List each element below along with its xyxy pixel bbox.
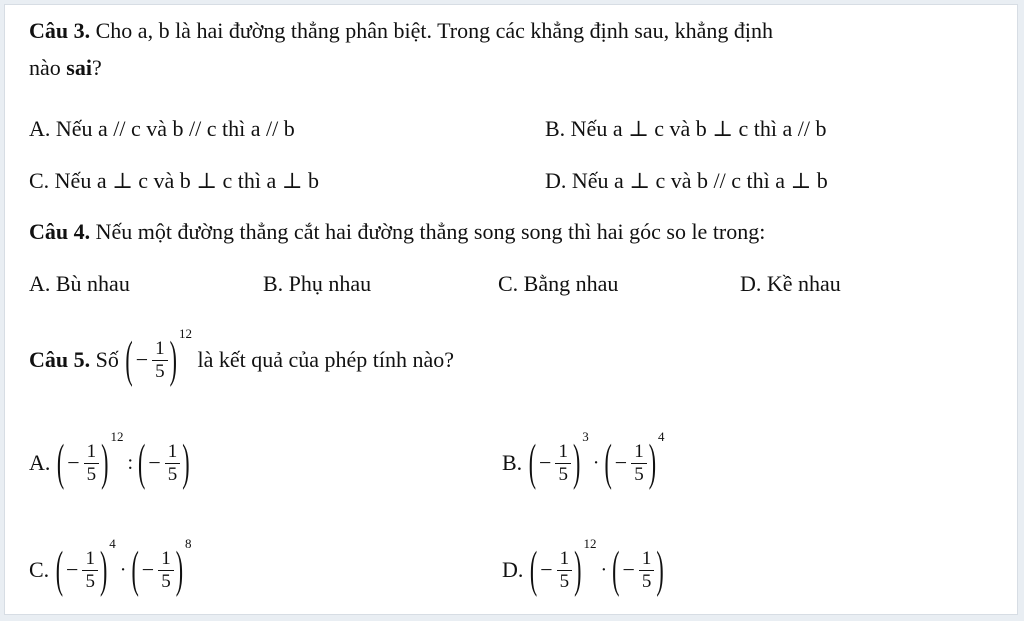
minus-sign: − [66, 557, 79, 582]
fraction-denominator: 5 [634, 463, 644, 485]
fraction-one-fifth [152, 339, 168, 382]
left-paren: ( [138, 433, 146, 491]
minus-sign: − [141, 557, 155, 582]
fraction-one-fifth [84, 442, 100, 485]
q3-keyword-sai: sai [66, 55, 92, 80]
fraction-denominator: 5 [167, 463, 178, 485]
fraction-one-fifth [639, 549, 655, 592]
q5-option-d [502, 536, 665, 600]
fraction-denominator: 5 [558, 463, 568, 485]
operator: · [119, 558, 127, 581]
minus-sign: − [135, 347, 149, 372]
q5-suffix: là kết quả của phép tính nào? [197, 347, 455, 372]
q5-prefix: Số [95, 347, 119, 372]
right-paren: ) [656, 540, 664, 598]
fraction-one-fifth [631, 442, 647, 485]
q3-label: Câu 3. [29, 18, 91, 43]
q4-line [29, 219, 765, 245]
q3-text-line1: Cho a, b là hai đường thẳng phân biệt. Trong các khẳng định sau, khẳng định [95, 18, 773, 43]
q3-line-2 [29, 55, 102, 81]
left-paren: ( [612, 540, 620, 598]
left-paren: ( [55, 540, 64, 598]
minus-sign: − [148, 450, 161, 475]
q4-text: Nếu một đường thẳng cắt hai đường thẳng song song thì hai góc so le trong: [95, 219, 766, 244]
power-term-1 [528, 429, 589, 491]
fraction-one-fifth [555, 442, 571, 485]
q4-option-b: B. Phụ nhau [263, 271, 372, 296]
option-letter: D. [502, 557, 524, 582]
minus-sign: − [614, 450, 628, 475]
q3-option-a: A. Nếu a // c và b // c thì a // b [29, 116, 295, 141]
power-term-2 [137, 433, 191, 491]
right-paren: ) [182, 433, 190, 491]
fraction-numerator: 1 [555, 442, 571, 464]
fraction-numerator: 1 [631, 442, 647, 464]
fraction-numerator: 1 [165, 442, 181, 464]
right-paren: ) [572, 433, 581, 491]
minus-sign: − [622, 557, 635, 582]
fraction-denominator: 5 [641, 570, 652, 592]
fraction-denominator: 5 [85, 570, 95, 592]
right-paren: ) [101, 433, 109, 491]
q5-label: Câu 5. [29, 347, 91, 372]
right-paren: ) [175, 540, 184, 598]
left-paren: ( [604, 433, 612, 491]
q4-option-a: A. Bù nhau [29, 271, 130, 296]
left-paren: ( [125, 330, 133, 388]
power-term-1 [529, 536, 597, 598]
q3-text-line2-a: nào [29, 55, 61, 80]
operator: : [127, 451, 134, 474]
power-term-1 [55, 536, 116, 598]
q4-option-d: D. Kề nhau [740, 271, 841, 296]
exponent: 3 [582, 429, 589, 444]
exponent: 12 [583, 536, 597, 551]
q3-option-d: D. Nếu a ⊥ c và b // c thì a ⊥ b [545, 168, 828, 193]
fraction-numerator: 1 [557, 549, 573, 571]
fraction-denominator: 5 [559, 570, 570, 592]
fraction-denominator: 5 [155, 360, 165, 382]
left-paren: ( [56, 433, 65, 491]
right-paren: ) [648, 433, 657, 491]
q5-line [29, 326, 455, 390]
q5-option-a [29, 429, 191, 493]
option-letter: B. [502, 450, 523, 475]
exponent: 12 [178, 326, 192, 341]
fraction-numerator: 1 [152, 339, 168, 361]
operator: · [600, 558, 608, 581]
fraction-one-fifth [557, 549, 573, 592]
fraction-numerator: 1 [158, 549, 174, 571]
minus-sign: − [539, 450, 552, 475]
fraction-one-fifth [158, 549, 174, 592]
power-term-2 [603, 429, 665, 491]
right-paren: ) [574, 540, 582, 598]
option-letter: C. [29, 557, 50, 582]
option-letter: A. [29, 450, 51, 475]
left-paren: ( [528, 433, 537, 491]
exponent: 4 [658, 429, 665, 444]
fraction-numerator: 1 [84, 442, 100, 464]
q3-option-c: C. Nếu a ⊥ c và b ⊥ c thì a ⊥ b [29, 168, 319, 193]
left-paren: ( [529, 540, 538, 598]
q5-main-power [124, 326, 192, 388]
minus-sign: − [67, 450, 80, 475]
exponent: 12 [110, 429, 124, 444]
power-term-2 [611, 540, 665, 598]
q4-label: Câu 4. [29, 219, 91, 244]
worksheet-page [4, 4, 1018, 615]
q4-option-c: C. Bằng nhau [498, 271, 619, 296]
q3-option-b: B. Nếu a ⊥ c và b ⊥ c thì a // b [545, 116, 827, 141]
fraction-denominator: 5 [86, 463, 97, 485]
q5-option-b [502, 429, 665, 493]
exponent: 8 [185, 536, 192, 551]
power-term-2 [130, 536, 192, 598]
fraction-one-fifth [82, 549, 98, 592]
q3-text-line2-c: ? [91, 55, 102, 80]
minus-sign: − [540, 557, 553, 582]
fraction-numerator: 1 [82, 549, 98, 571]
right-paren: ) [169, 330, 177, 388]
power-term-1 [56, 429, 124, 491]
fraction-one-fifth [165, 442, 181, 485]
right-paren: ) [99, 540, 108, 598]
q5-option-c [29, 536, 192, 600]
operator: · [592, 451, 600, 474]
left-paren: ( [131, 540, 139, 598]
q3-line-1 [29, 18, 773, 44]
fraction-numerator: 1 [639, 549, 655, 571]
exponent: 4 [109, 536, 116, 551]
fraction-denominator: 5 [161, 570, 171, 592]
